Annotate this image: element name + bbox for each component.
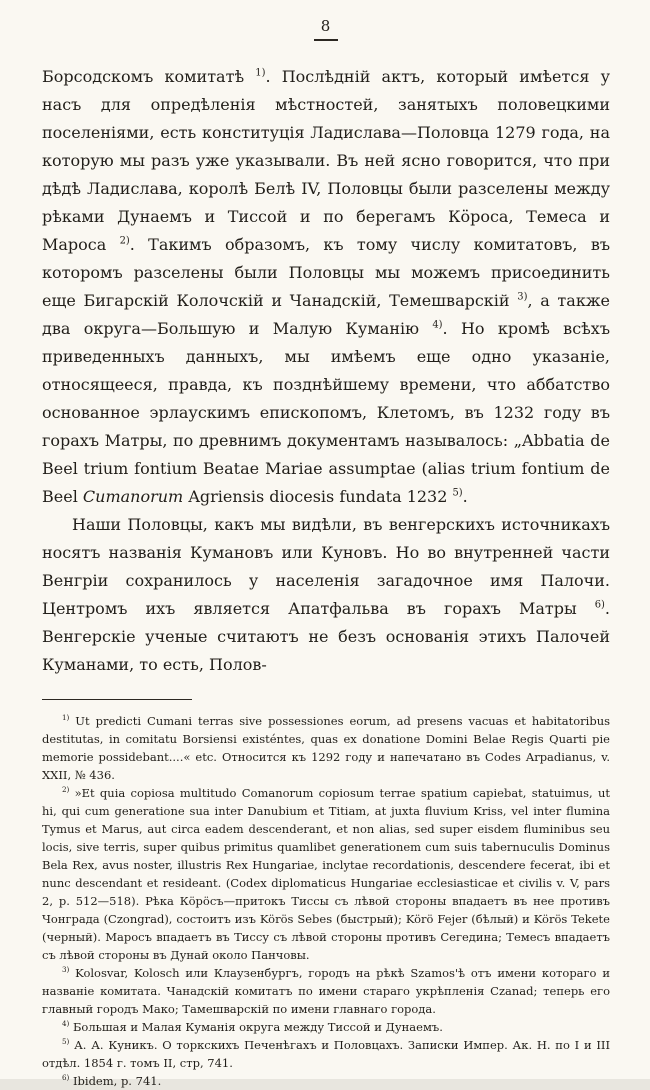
footnote-marker: 4) bbox=[432, 319, 443, 331]
text-run: Ibidem, p. 741. bbox=[69, 1073, 162, 1088]
text-run: »Et quia copiosa multitudo Comanorum copiosum terrae spatium capiebat, statuimus, ut hi, qui cum generatione sua inter Danubium et Titiam, at juxta fluvium Kriss, vel inter flumina Tymus et Marus, aut circa eadem descenderant, et non alias, sed super eisdem fluminibus seu locis, sive terris, super quibus primitus quamlibet generationem cum suis tabernuculis Dominus Bela Rex, avus noster, illustris Rex Hungariae, inclytae recordationis, descendere fecerat, ibi et nunc descendant et resideant. (Codex diplomaticus Hungariae ecclesiasticae et civilis v. V, pars 2, p. 512—518). Рѣка Кöрöсъ—притокъ Тиссы съ лѣвой стороны впадаетъ въ нее противъ Чонграда (Czongrad), состоитъ изъ Körös Sebes (быстрый); Körö Fejer (бѣлый) и Körös Tekete (черный). Маросъ впадаетъ въ Тиссу съ лѣвой стороны противъ Сегедина; Темесъ впадаетъ съ лѣвой стороны въ Дунай около Панчовы. bbox=[42, 785, 610, 962]
text-run: , а также два округа—Большую и Малую Куманію bbox=[42, 290, 610, 338]
footnote bbox=[42, 712, 610, 784]
footnote-marker: 5) bbox=[62, 1036, 70, 1046]
text-run: Kolosvar, Kolosch или Клаузенбургъ, городъ на рѣкѣ Szamos'ѣ отъ имени котораго и названіе комитата. Чанадскій комитатъ по имени стараго укрѣпленія Czanad; теперь его главный городъ Мако; Тамешварскій по имени главнаго города. bbox=[42, 965, 610, 1016]
footnote-marker: 1) bbox=[62, 712, 70, 722]
text-run: Борсодскомъ комитатѣ bbox=[42, 66, 256, 86]
text-run: Ut predicti Cumani terras sive possessiones eorum, ad presens vacuas et habitatoribus destitutas, in comitatu Borsiensi existéntes, quas ex donatione Domini Belae Regis Quarti pie memorie possidebant....« etc. Относится къ 1292 году и напечатано въ Codes Arpadianus, v. XXII, № 436. bbox=[42, 713, 610, 782]
footnote bbox=[42, 1072, 610, 1090]
footnote bbox=[42, 964, 610, 1018]
footnote-marker: 5) bbox=[452, 487, 463, 499]
text-run: А. А. Куникъ. О торкскихъ Печенѣгахъ и Половцахъ. Записки Импер. Ак. Н. по I и III отдѣл. 1854 г. томъ II, стр, 741. bbox=[42, 1037, 610, 1070]
text-run: Наши Половцы, какъ мы видѣли, въ венгерскихъ источникахъ носятъ названія Кумановъ или Куновъ. Но во внутренней части Венгріи сохранилось у населенія загадочное имя Палочи. Центромъ ихъ является Апатфальва въ горахъ Матры bbox=[42, 514, 610, 618]
footnote-marker: 1) bbox=[255, 67, 266, 79]
footnote-marker: 3) bbox=[517, 291, 528, 303]
footnote bbox=[42, 1036, 610, 1072]
italic-text-run: Cumanorum bbox=[82, 486, 184, 506]
text-run: Большая и Малая Куманія округа между Тиссой и Дунаемъ. bbox=[69, 1019, 443, 1034]
paragraph bbox=[42, 63, 610, 511]
paragraph bbox=[42, 511, 610, 679]
footnote-marker: 3) bbox=[62, 964, 70, 974]
footnote-marker: 6) bbox=[62, 1072, 70, 1082]
footnote bbox=[42, 784, 610, 964]
footnote bbox=[42, 1018, 610, 1036]
footnote-marker: 4) bbox=[62, 1018, 70, 1028]
footnote-separator-rule bbox=[42, 699, 192, 700]
footnote-marker: 6) bbox=[594, 599, 605, 611]
text-run: . bbox=[462, 486, 468, 506]
footnotes-section bbox=[42, 712, 610, 1090]
page-number: 8 bbox=[320, 17, 332, 35]
text-run: . Но кромѣ всѣхъ приведенныхъ данныхъ, мы имѣемъ еще одно указаніе, относящееся, правда, къ позднѣйшему времени, что аббатство основанное эрлаускимъ епископомъ, Клетомъ, въ 1232 году въ горахъ Матры, по древнимъ документамъ называлось: „Abbatia de Beel trium fontium Beatae Mariae assumptae (alias trium fontium de Beel bbox=[42, 318, 610, 506]
footnote-marker: 2) bbox=[62, 784, 70, 794]
body-text bbox=[42, 63, 610, 679]
page-header bbox=[42, 16, 610, 41]
text-run: . Такимъ образомъ, къ тому числу комитатовъ, въ которомъ разселены были Половцы мы можемъ присоединить еще Бигарскій Колочскій и Чанадскій, Темешварскій bbox=[42, 234, 610, 310]
text-run: . Венгерскіе ученые считаютъ не безъ основанія этихъ Палочей Куманами, то есть, Полов- bbox=[42, 598, 610, 674]
footnote-marker: 2) bbox=[119, 235, 130, 247]
text-run: Agriensis diocesis fundata 1232 bbox=[183, 486, 453, 506]
text-run: . Послѣдній актъ, который имѣется у насъ для опредѣленія мѣстностей, занятыхъ половецкими поселеніями, есть конституція Ладислава—Половца 1279 года, на которую мы разъ уже указывали. Въ ней ясно говорится, что при дѣдѣ Ладислава, королѣ Белѣ IV, Половцы были разселены между рѣками Дунаемъ и Тиссой и по берегамъ Кöроса, Темеса и Мароса bbox=[42, 66, 610, 254]
page-number-rule bbox=[314, 39, 338, 41]
